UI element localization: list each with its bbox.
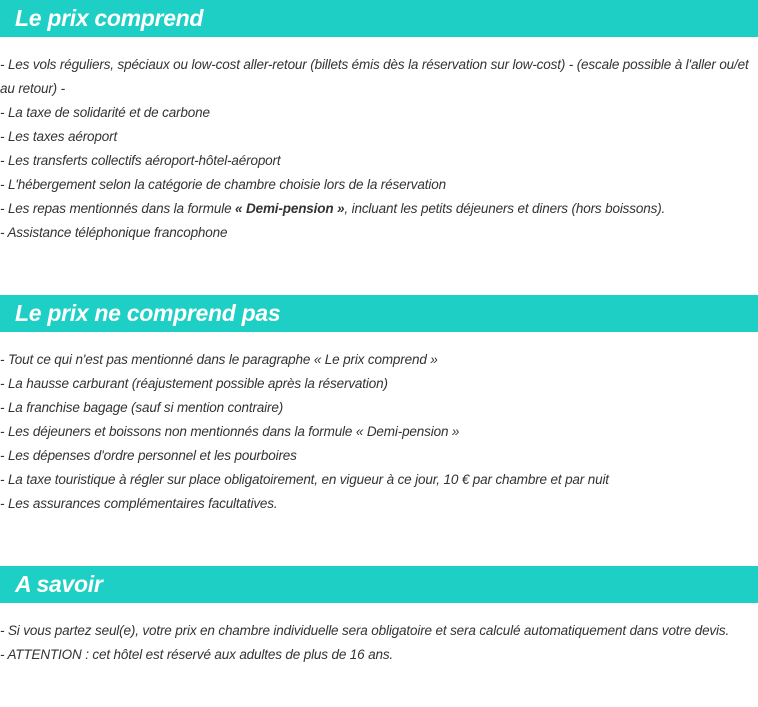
- list-item: - La taxe de solidarité et de carbone: [0, 105, 210, 120]
- section-body-le-prix-ne-comprend-pas: [0, 348, 752, 516]
- list-item: - Les déjeuners et boissons non mentionnés dans la formule « Demi-pension »: [0, 424, 460, 439]
- list-item: - L'hébergement selon la catégorie de chambre choisie lors de la réservation: [0, 177, 446, 192]
- list-item: - Les transferts collectifs aéroport-hôtel-aéroport: [0, 153, 281, 168]
- section-body-a-savoir: [0, 619, 752, 667]
- list-item: - La hausse carburant (réajustement possible après la réservation): [0, 376, 388, 391]
- list-item-text: , incluant les petits déjeuners et diners (hors boissons).: [344, 201, 666, 216]
- list-item-text: - Les repas mentionnés dans la formule: [0, 201, 236, 216]
- list-item: - Si vous partez seul(e), votre prix en chambre individuelle sera obligatoire et sera calculé automatiquement dans votre devis.: [0, 623, 730, 638]
- section-header-le-prix-ne-comprend-pas: [0, 295, 758, 332]
- list-item: - Les dépenses d'ordre personnel et les pourboires: [0, 448, 297, 463]
- list-item: - La franchise bagage (sauf si mention contraire): [0, 400, 284, 415]
- section-title: Le prix comprend: [15, 5, 204, 31]
- list-item: - La taxe touristique à régler sur place obligatoirement, en vigueur à ce jour, 10 € par chambre et par nuit: [0, 472, 609, 487]
- section-title: A savoir: [15, 571, 103, 597]
- list-item: - Les vols réguliers, spéciaux ou low-cost aller-retour (billets émis dès la réservation sur low-cost) - (escale possible à l'aller ou/et au retour) -: [0, 57, 749, 96]
- list-item: - Les taxes aéroport: [0, 129, 118, 144]
- list-item-emphasis: « Demi-pension »: [235, 201, 345, 216]
- list-item: - Les assurances complémentaires facultatives.: [0, 496, 278, 511]
- section-title: Le prix ne comprend pas: [15, 300, 281, 326]
- list-item: - Tout ce qui n'est pas mentionné dans le paragraphe « Le prix comprend »: [0, 352, 438, 367]
- list-item: - Assistance téléphonique francophone: [0, 225, 228, 240]
- list-item: - ATTENTION : cet hôtel est réservé aux adultes de plus de 16 ans.: [0, 647, 394, 662]
- section-body-le-prix-comprend: [0, 53, 752, 245]
- list-item: [0, 197, 752, 221]
- section-header-a-savoir: [0, 566, 758, 603]
- section-header-le-prix-comprend: [0, 0, 758, 37]
